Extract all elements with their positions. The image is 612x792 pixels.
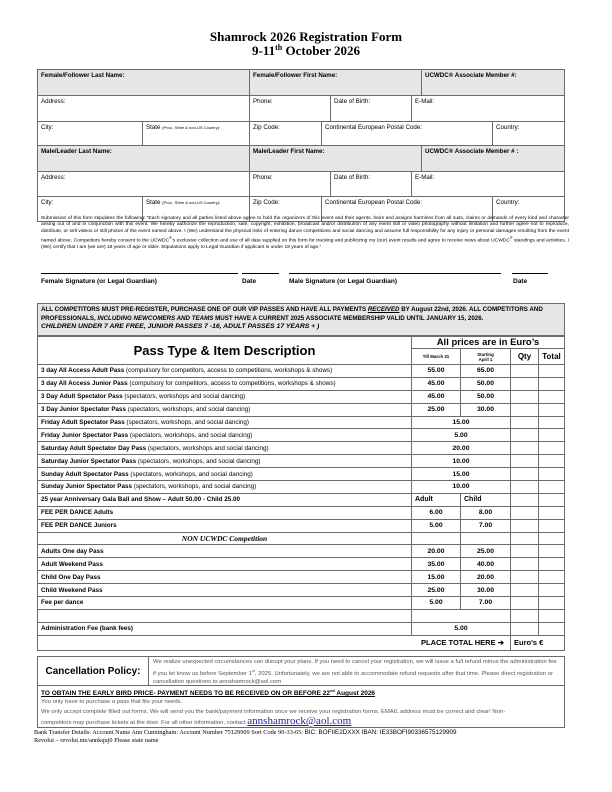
female-first-name-field[interactable]: Female/Follower First Name:	[250, 70, 422, 95]
pass-name: Saturday Junior Spectator Pass	[41, 457, 137, 465]
male-signature-line[interactable]	[289, 273, 501, 274]
pass-details: (spectators, workshops, and social dancing)	[124, 419, 249, 426]
pass-name: Adults One day Pass	[41, 547, 104, 555]
pass-price: 20.00	[412, 442, 511, 455]
qty-input[interactable]	[511, 403, 539, 416]
pass-name: Adult Weekend Pass	[41, 560, 103, 568]
qty-input[interactable]	[511, 455, 539, 468]
pass-description	[38, 558, 412, 571]
price-child: 20.00	[461, 571, 511, 584]
female-signature-label: Female Signature (or Legal Guardian)	[41, 278, 157, 285]
place-total-label: PLACE TOTAL HERE ➔	[38, 635, 511, 650]
notice-line-2: PROFESSIONALS, INCLUDING NEWCOMERS AND TEAMS MUST HAVE A CURRENT 2025 ASSOCIATE MEMBERSHIP VALID UNTIL JANUARY 15, 2026.	[41, 314, 484, 322]
pass-table	[37, 336, 565, 651]
qty-input[interactable]	[511, 545, 539, 558]
female-phone-field[interactable]: Phone:	[250, 96, 331, 121]
pass-rows	[38, 365, 565, 533]
total-input[interactable]	[539, 506, 565, 519]
pass-details: (spectators, workshops, and social dancing)	[128, 470, 253, 478]
pass-row	[38, 365, 565, 378]
pass-details: (spectators, workshops and social dancing)	[122, 393, 246, 401]
qty-input[interactable]	[511, 571, 539, 584]
pass-details: (compulsory for competitors, access to competitions, workshops & shows)	[124, 367, 333, 375]
admin-fee-label: Administration Fee (bank fees)	[38, 622, 412, 635]
total-input[interactable]	[539, 416, 565, 429]
pass-price: 15.00	[412, 468, 511, 481]
female-country-field[interactable]: Country:	[496, 124, 520, 131]
pass-name: Sunday Adult Spectator Pass	[41, 470, 129, 478]
pass-name: Child One Day Pass	[41, 573, 101, 581]
qty-input[interactable]	[511, 609, 539, 622]
female-email-field[interactable]: E-Mail:	[415, 98, 435, 105]
pass-description	[38, 571, 412, 584]
cell-empty	[38, 609, 412, 622]
total-input[interactable]	[539, 597, 565, 610]
price-adult: 5.00	[412, 597, 461, 610]
pass-description	[38, 584, 412, 597]
non-ucwdc-row	[38, 571, 565, 584]
cell-empty	[461, 532, 511, 545]
pass-description	[38, 468, 412, 481]
female-member-field[interactable]: UCWDC® Associate Member #:	[425, 72, 517, 79]
early-bird-heading: TO OBTAIN THE EARLY BIRD PRICE- PAYMENT NEEDS TO BE RECEIVED ON OR BEFORE 22nd August 2026	[41, 688, 376, 698]
price-adult: 15.00	[412, 571, 461, 584]
pass-description	[38, 442, 412, 455]
form-title	[0, 30, 612, 58]
male-country-field[interactable]: Country:	[496, 199, 520, 206]
pass-description	[38, 506, 412, 519]
pass-description	[38, 416, 412, 429]
date2-label: Date	[513, 278, 528, 285]
pass-name: 25 year Anniversary Gala Ball and Show – Adult 50.00 - Child 25.00	[41, 496, 241, 504]
pass-row	[38, 468, 565, 481]
pass-price: 5.00	[412, 429, 511, 442]
total-input[interactable]	[539, 609, 565, 622]
pass-name: Friday Adult Spectator Pass	[41, 419, 125, 426]
price-adult: 20.00	[412, 545, 461, 558]
prices-note: All prices are in Euro’s	[412, 337, 565, 349]
female-state-field[interactable]: State (Prov., Shire & non-US Country):	[143, 122, 250, 145]
price-early: 6.00	[412, 506, 461, 519]
price-adult: 35.00	[412, 558, 461, 571]
pass-name: 3 Day Junior Spectator Pass	[41, 406, 127, 414]
total-input[interactable]	[539, 622, 565, 635]
total-input[interactable]	[539, 455, 565, 468]
pass-name: 3 Day Adult Spectator Pass	[41, 393, 123, 401]
non-ucwdc-heading: NON UCWDC Competition	[38, 532, 412, 545]
pass-name: FEE PER DANCE Juniors	[41, 522, 117, 530]
price-adult: 25.00	[412, 584, 461, 597]
early-bird-line-2: We only accept complete filled out forms. We will send you the bank/payment information once we receive your registration forms. EMAIL address must be correct and clear! Non-	[41, 708, 506, 715]
pass-description	[38, 377, 412, 390]
total-input[interactable]	[539, 442, 565, 455]
bank-details	[34, 729, 456, 745]
qty-input[interactable]	[511, 506, 539, 519]
price-late: 50.00	[461, 377, 511, 390]
female-postal-field[interactable]: Continental European Postal Code:	[322, 122, 493, 145]
qty-input[interactable]	[511, 584, 539, 597]
total-input[interactable]	[539, 532, 565, 545]
female-dob-field[interactable]: Date of Birth:	[331, 96, 412, 121]
pass-description	[38, 429, 412, 442]
price-child: 7.00	[461, 597, 511, 610]
price-late: Child	[461, 493, 511, 506]
pass-row	[38, 493, 565, 506]
pass-row	[38, 506, 565, 519]
non-ucwdc-row	[38, 584, 565, 597]
qty-input[interactable]	[511, 377, 539, 390]
pass-description	[38, 403, 412, 416]
cancellation-text: We realize unexpected circumstances can disrupt your plans. If you need to cancel your registration, we will issue a full refund minus the administration fee if you let know us before September 1st, 2025. Unfortunately, we are not able to accommodate refund requests after that time. Please direct registration or cancellation questions to annshamrock@aol.com	[153, 659, 557, 685]
male-member-field[interactable]: UCWDC® Associate Member # :	[425, 148, 519, 155]
female-last-name-field[interactable]: Female/Follower Last Name:	[38, 70, 250, 95]
cell-empty	[412, 532, 461, 545]
date1-label: Date	[242, 278, 257, 285]
admin-fee-row	[38, 622, 565, 635]
date1-line[interactable]	[242, 273, 279, 274]
total-input[interactable]	[539, 377, 565, 390]
pass-price: 10.00	[412, 481, 511, 494]
male-phone-field[interactable]: Phone:	[250, 172, 331, 196]
male-zip-field[interactable]: Zip Code:	[250, 197, 322, 221]
price-child: 40.00	[461, 558, 511, 571]
pass-row	[38, 455, 565, 468]
bank-transfer-line: Bank Transfer Details: Account Name Ann Cunningham: Account Number 75129909 Sort Code 90-33-65: BIC: BOFIIE2DXXX IBAN: IE33BOFI90336575129909	[34, 729, 457, 736]
male-contact-row	[38, 172, 564, 197]
total-input[interactable]	[539, 558, 565, 571]
qty-input[interactable]	[511, 597, 539, 610]
male-name-row	[38, 146, 564, 172]
pass-details: (spectators, workshops, and social dancing)	[131, 483, 257, 491]
pass-name: FEE PER DANCE Adults	[41, 509, 114, 517]
pass-details: (spectators, workshops, and social dancing)	[128, 431, 253, 439]
male-last-name-field[interactable]: Male/Leader Last Name:	[38, 146, 250, 171]
price-early: 45.00	[412, 377, 461, 390]
total-input[interactable]	[539, 493, 565, 506]
pass-details: (spectators, workshops, and social dancing)	[136, 457, 261, 465]
total-input[interactable]	[539, 545, 565, 558]
pass-details: (spectators, workshops and social dancing)	[146, 444, 269, 452]
male-postal-field[interactable]: Continental European Postal Code:	[322, 197, 493, 221]
cancellation-policy	[37, 656, 565, 686]
total-input[interactable]	[539, 390, 565, 403]
pass-name: Friday Junior Spectator Pass	[41, 431, 129, 439]
total-input[interactable]	[539, 468, 565, 481]
pass-details: (compulsory for competitors, access to competitions, workshops & shows)	[127, 380, 336, 388]
date2-line[interactable]	[512, 273, 548, 274]
qty-input[interactable]	[511, 558, 539, 571]
female-name-row	[38, 70, 564, 96]
qty-input[interactable]	[511, 468, 539, 481]
male-first-name-field[interactable]: Male/Leader First Name:	[250, 146, 422, 171]
qty-input[interactable]	[511, 493, 539, 506]
registration-grid	[37, 69, 565, 222]
price-late: 30.00	[461, 403, 511, 416]
admin-fee-price: 5.00	[412, 622, 511, 635]
qty-input[interactable]	[511, 519, 539, 532]
arrow-right-icon: ➔	[497, 638, 504, 648]
price-late: 50.00	[461, 390, 511, 403]
male-signature-label: Male Signature (or Legal Guardian)	[289, 278, 397, 285]
pass-description	[38, 481, 412, 494]
total-input[interactable]	[539, 429, 565, 442]
non-ucwdc-row	[38, 558, 565, 571]
contact-email-link[interactable]: annshamrock@aol.com	[247, 715, 352, 728]
revolut-line: Revolut – revolut.me/annkquj0 Please state name	[34, 737, 159, 744]
pass-price: 10.00	[412, 455, 511, 468]
blank-row	[38, 609, 565, 622]
col-total: Total	[539, 349, 565, 365]
total-input[interactable]	[539, 403, 565, 416]
female-contact-row	[38, 96, 564, 122]
qty-input[interactable]	[511, 532, 539, 545]
pass-description	[38, 545, 412, 558]
total-input[interactable]	[539, 519, 565, 532]
pass-name: Fee per dance	[41, 599, 84, 607]
qty-input[interactable]	[511, 365, 539, 378]
price-late: 8.00	[461, 506, 511, 519]
male-dob-field[interactable]: Date of Birth:	[331, 172, 412, 196]
total-input[interactable]	[539, 571, 565, 584]
early-bird-line-1: You only have to purchase a pass that fits your needs.	[41, 699, 183, 706]
pass-description	[38, 365, 412, 378]
qty-input[interactable]	[511, 622, 539, 635]
pass-name: Sunday Junior Spectator Pass	[41, 483, 132, 491]
pass-row	[38, 429, 565, 442]
pass-description	[38, 455, 412, 468]
female-zip-field[interactable]: Zip Code:	[250, 122, 322, 145]
male-email-field[interactable]: E-Mail:	[415, 174, 435, 181]
pass-row	[38, 403, 565, 416]
pass-row	[38, 481, 565, 494]
pass-table-header-row-1	[38, 337, 565, 349]
qty-input[interactable]	[511, 442, 539, 455]
title-line: Shamrock 2026 Registration Form	[209, 29, 403, 44]
pass-name: 3 day All Access Junior Pass	[41, 380, 128, 388]
total-input[interactable]	[539, 365, 565, 378]
col-qty: Qty	[511, 349, 539, 365]
cell-empty	[412, 609, 511, 622]
female-city-field[interactable]: City:	[38, 122, 143, 145]
price-child: 25.00	[461, 545, 511, 558]
pass-description	[38, 493, 412, 506]
pass-description	[38, 390, 412, 403]
notice-line-1: ALL COMPETITORS MUST PRE-REGISTER, PURCHASE ONE OF OUR VIP PASSES AND HAVE ALL PAYMENTS RECEIVED BY August 22nd, 2026. ALL COMPETITORS AND	[41, 306, 543, 313]
total-input[interactable]	[539, 481, 565, 494]
pass-row	[38, 377, 565, 390]
grand-total-input[interactable]: Euro's €	[511, 635, 565, 650]
pass-row	[38, 442, 565, 455]
event-dates: 9-11th October 2026	[252, 43, 360, 58]
col-till-march: Till March 31	[412, 349, 461, 365]
col-starting-april: Starting April 1	[461, 349, 511, 365]
pass-table-title: Pass Type & Item Description	[38, 337, 412, 365]
price-early: 25.00	[412, 403, 461, 416]
pass-description	[38, 597, 412, 610]
early-bird-line-3: competitors may purchase tickets at the door. For all other information, contact annshamrock@aol.com	[41, 715, 352, 728]
price-late: 65.00	[461, 365, 511, 378]
pass-name: Child Weekend Pass	[41, 586, 103, 594]
non-ucwdc-row	[38, 597, 565, 610]
male-city-field[interactable]: City:	[38, 197, 143, 221]
qty-input[interactable]	[511, 429, 539, 442]
female-address-field[interactable]: Address:	[38, 96, 250, 121]
pass-name: 3 day All Access Adult Pass	[41, 367, 125, 375]
price-early: 45.00	[412, 390, 461, 403]
price-early: Adult	[412, 493, 461, 506]
pass-description	[38, 519, 412, 532]
non-ucwdc-row	[38, 545, 565, 558]
pass-row	[38, 416, 565, 429]
qty-input[interactable]	[511, 416, 539, 429]
female-location-row	[38, 122, 564, 146]
male-state-field[interactable]: State (Prov., Shire & non-US Country):	[143, 197, 250, 221]
price-early: 55.00	[412, 365, 461, 378]
pass-row	[38, 519, 565, 532]
total-input[interactable]	[539, 584, 565, 597]
legal-stipulation: Submission of this form stipulates the following: “Each signatory and all parties listed above agree to hold the organizers of this event and their agents, heirs and assigns harmless from all suits, claims or demands of every kind and character arising out of and in conjunction with this event. We hereby authorize the reproduction, sale, copyright, exhibition, broadcast and/or distribution of any event still or video photography without limitation and further agree not to reproduce, distribute, or sell videos or still photos of the event named above. I (We) understand the physical risks of entering dance competitions and social dancing and assume full responsibility for any injury or personal damages resulting from the event named above. Competitors hereby consent to the UCWDC®’s exclusive collection and use of all data supplied on this form for tracking and publicizing my (our) event results and agree to receive news about UCWDC® standings and activities. I (We) certify that I am (we are) 18 years of age or older. Stipulations apply to Legal Guardian if applicant is under 18 years of age.”	[41, 216, 569, 250]
early-bird-box	[37, 686, 565, 728]
non-ucwdc-section-row	[38, 532, 565, 545]
pass-details: (spectators, workshops, and social dancing)	[126, 406, 251, 414]
price-late: 7.00	[461, 519, 511, 532]
price-early: 5.00	[412, 519, 461, 532]
notice-line-3: CHILDREN UNDER 7 ARE FREE, JUNIOR PASSES 7 -16, ADULT PASSES 17 YEARS + )	[41, 323, 320, 330]
preregistration-notice	[37, 303, 565, 336]
place-total-row	[38, 635, 565, 650]
male-address-field[interactable]: Address:	[38, 172, 250, 196]
pass-price: 15.00	[412, 416, 511, 429]
non-ucwdc-rows	[38, 545, 565, 609]
pass-row	[38, 390, 565, 403]
cancellation-label: Cancellation Policy:	[38, 657, 149, 685]
pass-name: Saturday Adult Spectator Day Pass	[41, 444, 147, 452]
qty-input[interactable]	[511, 390, 539, 403]
female-signature-line[interactable]	[41, 273, 238, 274]
price-child: 30.00	[461, 584, 511, 597]
qty-input[interactable]	[511, 481, 539, 494]
